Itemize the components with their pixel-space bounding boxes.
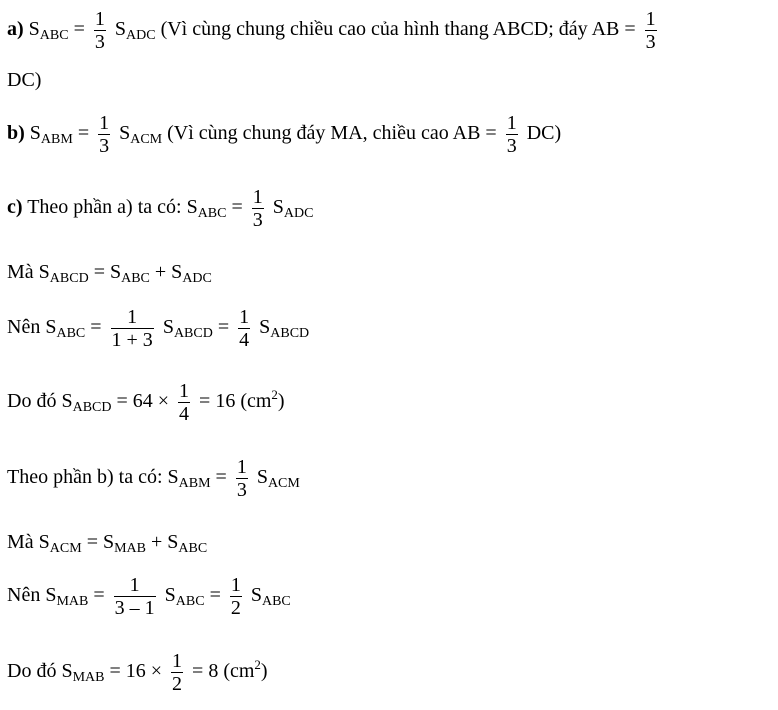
fraction: $\frac{1}{1 + 3}$ xyxy=(111,306,153,351)
line-a-continued: DC) xyxy=(7,69,42,91)
fraction: $\frac{1}{2}$ xyxy=(172,650,183,695)
fraction: $\frac{1}{3}$ xyxy=(645,8,656,53)
fraction: $\frac{1}{4}$ xyxy=(239,306,250,351)
line-mab-half: Nên $S_{MAB}$ = $\frac{1}{3 - 1}$ $S_{ABC}$ = $\frac{1}{2}$ $S_{ABC}$ xyxy=(7,574,291,619)
part-label-b: b) xyxy=(7,122,25,145)
line-c: c) Theo phần a) ta có: $S_{ABC}$ = $\frac{1}{3}$ $S_{ADC}$ xyxy=(7,186,314,231)
fraction: $\frac{1}{4}$ xyxy=(179,380,190,425)
line-b: b) $S_{ABM}$ = $\frac{1}{3}$ $S_{ACM}$ (Vì cùng chung đáy MA, chiều cao AB = $\frac{1}{3}$ DC) xyxy=(7,112,562,157)
fraction: $\frac{1}{3}$ xyxy=(94,8,105,53)
line-sum-acm: Mà $S_{ACM} = S_{MAB} + S_{ABC}$ xyxy=(7,531,208,556)
line-mab-result: Do đó $S_{MAB} = 16$ × $\frac{1}{2}$ = 8 $(cm^2)$ xyxy=(7,650,268,695)
fraction: $\frac{1}{3}$ xyxy=(252,186,263,231)
line-abc-quarter: Nên $S_{ABC}$ = $\frac{1}{1 + 3}$ $S_{ABCD}$ = $\frac{1}{4}$ $S_{ABCD}$ xyxy=(7,306,310,351)
fraction: $\frac{1}{3 - 1}$ xyxy=(114,574,155,619)
part-label-c: c) xyxy=(7,196,23,219)
part-label-a: a) xyxy=(7,18,24,41)
fraction: $\frac{1}{3}$ xyxy=(506,112,517,157)
line-a: a) $S_{ABC}$ = $\frac{1}{3}$ $S_{ADC}$ (Vì cùng chung chiều cao của hình thang ABCD; đáy AB = $\frac{1}{3}$ xyxy=(7,8,656,53)
fraction: $\frac{1}{3}$ xyxy=(236,456,247,501)
line-sum-abcd: Mà $S_{ABCD} = S_{ABC} + S_{ADC}$ xyxy=(7,261,212,286)
line-theo-b: Theo phần b) ta có: $S_{ABM}$ = $\frac{1}{3}$ $S_{ACM}$ xyxy=(7,456,300,501)
fraction: $\frac{1}{3}$ xyxy=(99,112,110,157)
line-abcd-result: Do đó $S_{ABCD} = 64$ × $\frac{1}{4}$ = 16 $(cm^2)$ xyxy=(7,380,285,425)
fraction: $\frac{1}{2}$ xyxy=(230,574,241,619)
